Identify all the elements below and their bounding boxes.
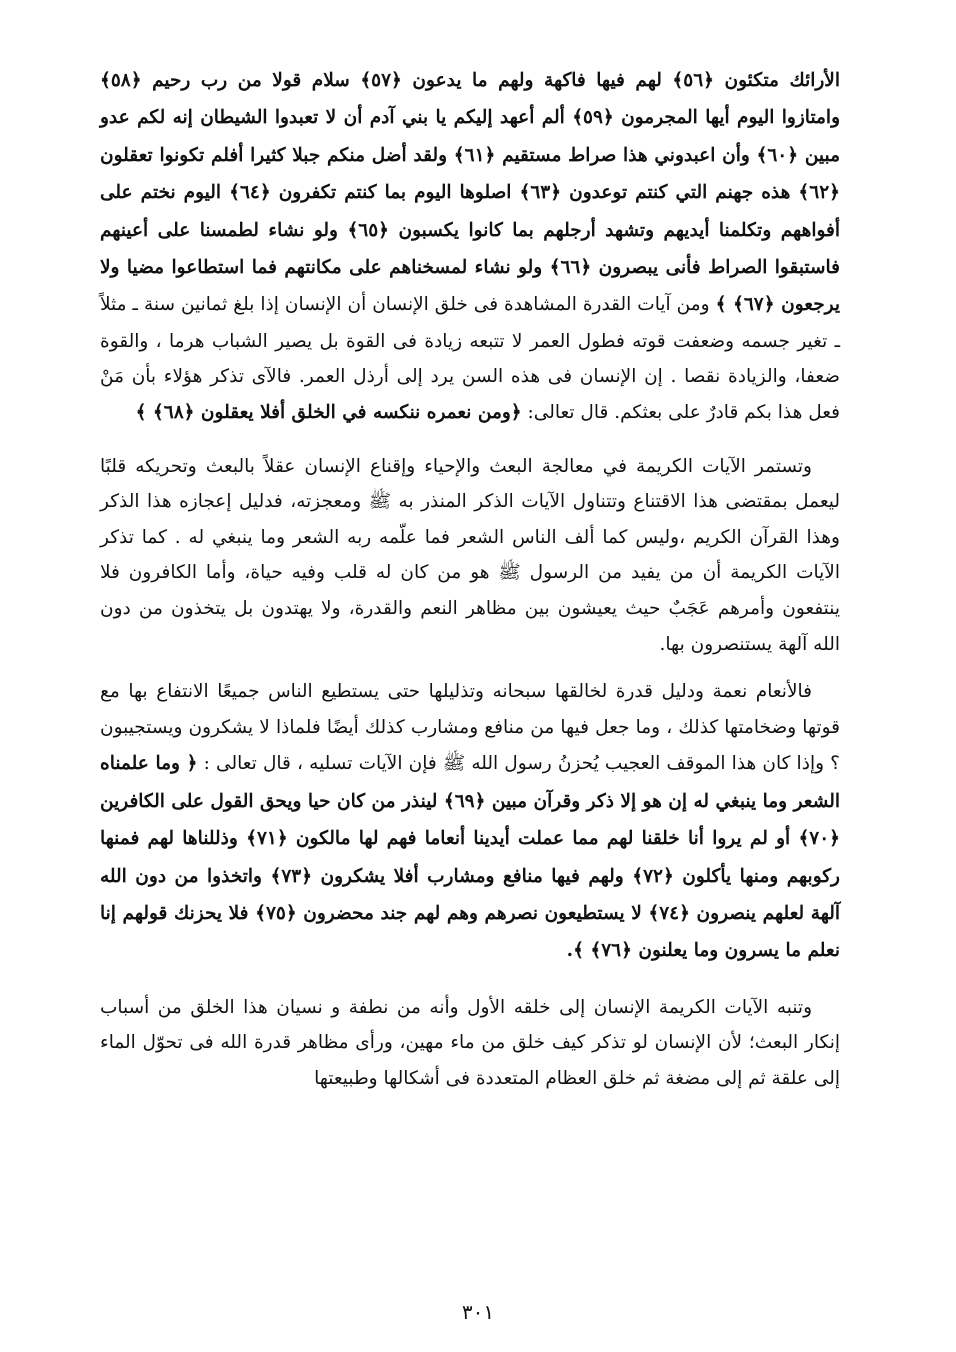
commentary-text: فالأنعام نعمة ودليل قدرة لخالقها سبحانه وتذليلها حتى يستطيع الناس جميعًا الانتفاع بها مع قوتها وضخامتها كذلك ، وما جعل فيها من منافع ومشارب كذلك أيضًا فلماذا لا يشكرون ويستجيبون ؟ وإذا كان هذا الموقف العجيب يُحزنُ رسول الله ﷺ فإن الآيات تسليه ، قال تعالى : (100, 681, 840, 775)
quran-verse-68: ﴿ومن نعمره ننكسه في الخلق أفلا يعقلون ﴿٦٨﴾ ﴾ (135, 402, 522, 424)
paragraph-creation: وتنبه الآيات الكريمة الإنسان إلى خلقه الأول وأنه من نطفة و نسيان هذا الخلق من أسباب إنكار البعث؛ لأن الإنسان لو تذكر كيف خلق من ماء مهين، ورأى مظاهر قدرة الله فى تحوّل الماء إلى علقة ثم إلى مضغة ثم خلق العظام المتعددة فى أشكالها وطبيعتها (100, 996, 840, 1089)
paragraph-livestock (100, 674, 840, 970)
commentary-text: ومن آيات القدرة المشاهدة فى خلق الإنسان أن الإنسان إذا بلغ ثمانين سنة ـ مثلاً ـ تغير جسمه وضعفت قوته فطول العمر لا تتبعه زيادة فى القوة بل يصير الشباب هرما ، والقوة ضعفا، والزيادة نقصا . إن الإنسان فى هذه السن يرد إلى أرذل العمر. فالآى تذكر هؤلاء بأن مَنْ فعل هذا بكم قادرٌ على بعثكم. قال تعالى: (100, 294, 840, 424)
page-content (100, 62, 840, 1097)
verse-and-commentary-block (100, 62, 840, 431)
quran-verses-69-76: ﴿ وما علمناه الشعر وما ينبغي له إن هو إلا ذكر وقرآن مبين ﴿٦٩﴾ لينذر من كان حيا ويحق القول على الكافرين ﴿٧٠﴾ أو لم يروا أنا خلقنا لهم مما عملت أيدينا أنعاما فهم لها مالكون ﴿٧١﴾ وذللناها لهم فمنها ركوبهم ومنها يأكلون ﴿٧٢﴾ ولهم فيها منافع ومشارب أفلا يشكرون ﴿٧٣﴾ واتخذوا من دون الله آلهة لعلهم ينصرون ﴿٧٤﴾ لا يستطيعون نصرهم وهم لهم جند محضرون ﴿٧٥﴾ فلا يحزنك قولهم إنا نعلم ما يسرون وما يعلنون ﴿٧٦﴾ ﴾. (100, 753, 841, 962)
page-number: ٣٠١ (461, 1300, 495, 1324)
paragraph-resurrection: وتستمر الآيات الكريمة في معالجة البعث والإحياء وإقناع الإنسان عقلاً بالبعث وتحريكه قلبًا ليعمل بمقتضى هذا الاقتناع وتتناول الآيات الذكر المنذر به ﷺ ومعجزته، فدليل إعجازه هذا الذكر وهذا القرآن الكريم ،وليس كما ألف الناس الشعر فما علّمه ربه الشعر وما ينبغي له . كما تذكر الآيات الكريمة أن من يفيد من الرسول ﷺ هو من كان له قلب وفيه حياة، وأما الكافرون فلا ينتفعون وأمرهم عَجَبٌ حيث يعيشون بين مظاهر النعم والقدرة، ولا يهتدون بل يتخذون من دون الله آلهة يستنصرون بها. (100, 455, 840, 655)
quran-verses-56-67: الأرائك متكئون ﴿٥٦﴾ لهم فيها فاكهة ولهم ما يدعون ﴿٥٧﴾ سلام قولا من رب رحيم ﴿٥٨﴾ وامتازوا اليوم أيها المجرمون ﴿٥٩﴾ ألم أعهد إليكم يا بني آدم أن لا تعبدوا الشيطان إنه لكم عدو مبين ﴿٦٠﴾ وأن اعبدوني هذا صراط مستقيم ﴿٦١﴾ ولقد أضل منكم جبلا كثيرا أفلم تكونوا تعقلون ﴿٦٢﴾ هذه جهنم التي كنتم توعدون ﴿٦٣﴾ اصلوها اليوم بما كنتم تكفرون ﴿٦٤﴾ اليوم نختم على أفواههم وتكلمنا أيديهم وتشهد أرجلهم بما كانوا يكسبون ﴿٦٥﴾ ولو نشاء لطمسنا على أعينهم فاستبقوا الصراط فأنى يبصرون ﴿٦٦﴾ ولو نشاء لمسخناهم على مكانتهم فما استطاعوا مضيا ولا يرجعون ﴿٦٧﴾ ﴾ (100, 70, 841, 316)
